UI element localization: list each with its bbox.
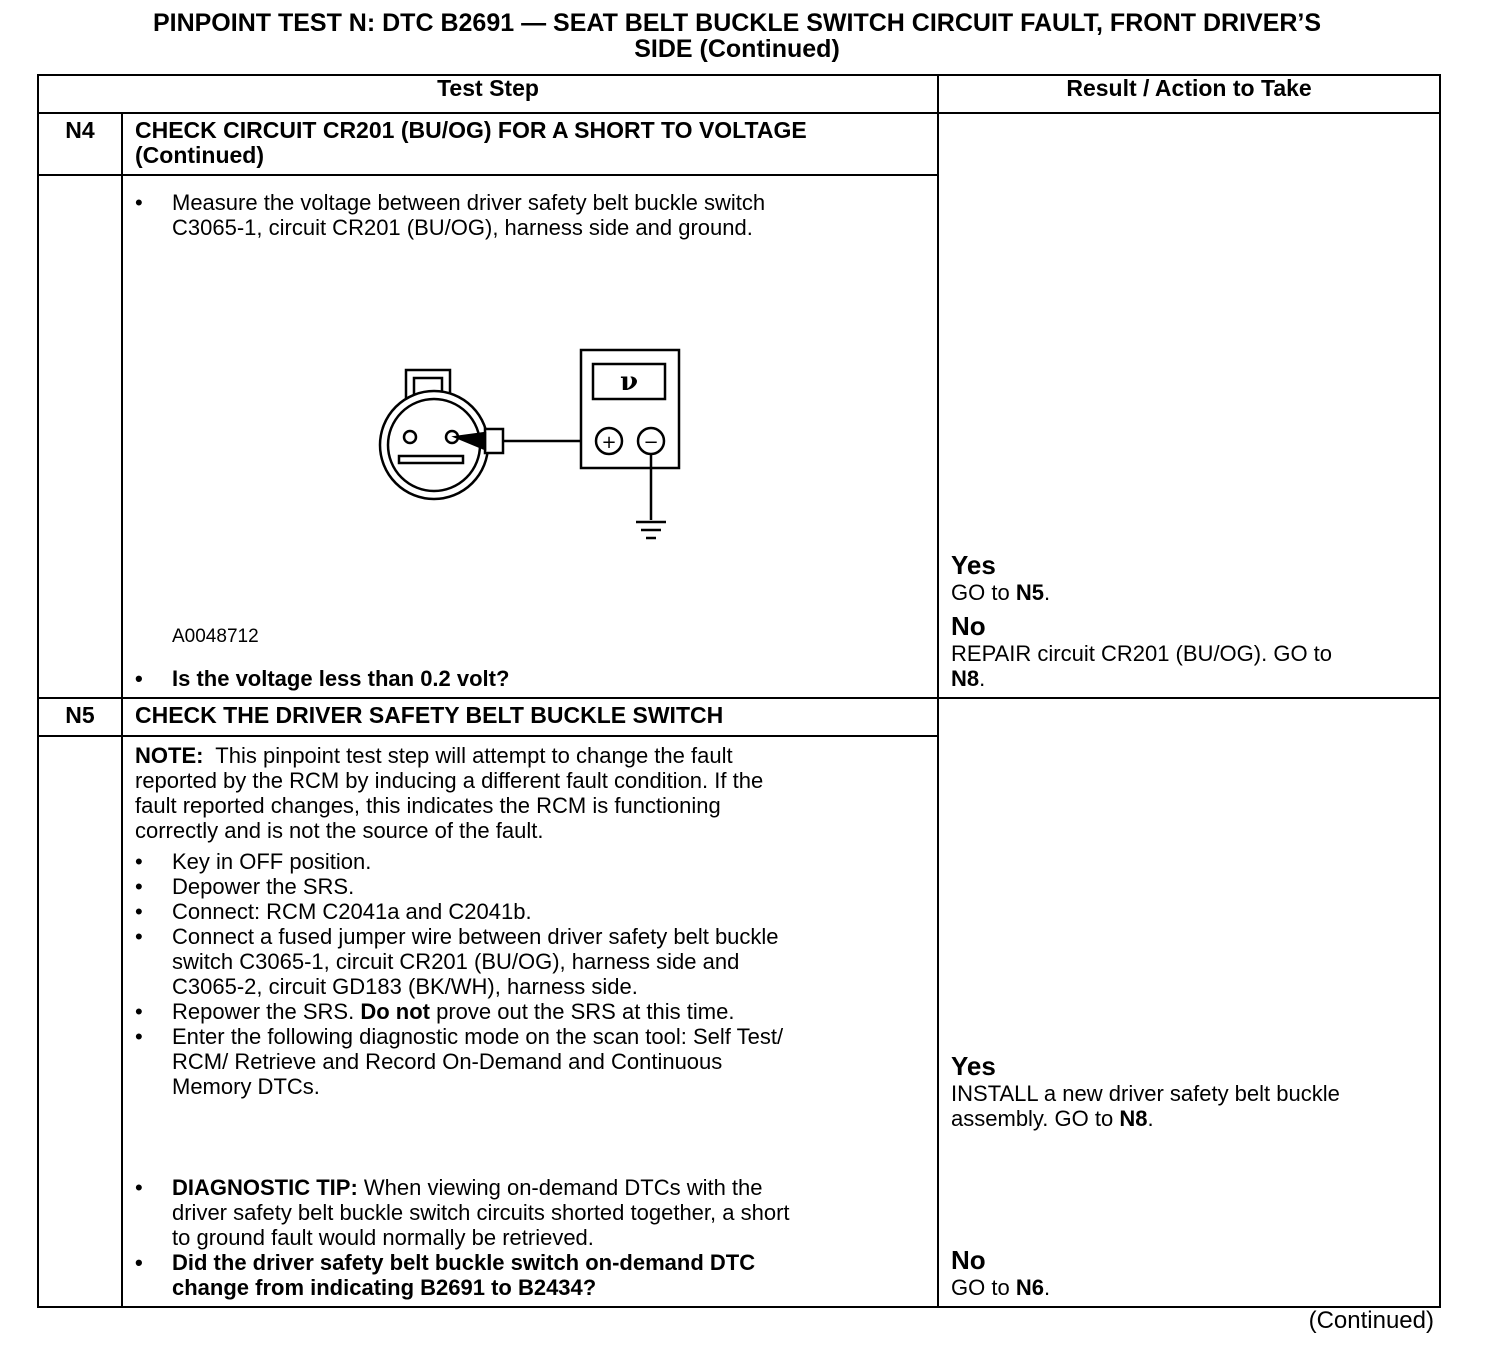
result-n4 [951,550,1427,691]
result-n5-yes [951,1051,1427,1131]
connector-icon [380,370,503,499]
result-cell-n5 [938,698,1440,1307]
n5-bullet-jumper-line1: • Connect a fused jumper wire between driver safety belt buckle [172,924,779,949]
n5-bullets [135,849,925,1099]
n4-bullet-measure-line2: C3065-1, circuit CR201 (BU/OG), harness side and ground. [172,215,753,240]
no-action-n4-line1: REPAIR circuit CR201 (BU/OG). GO to [951,641,1333,666]
yes-action-n5-line2: assembly. GO to N8. [951,1106,1154,1131]
title-line-2: SIDE (Continued) [634,35,840,63]
result-n5-no [951,1245,1427,1300]
n4-bullets [135,190,925,240]
n4-bullet-measure-line1: • Measure the voltage between driver safety belt buckle switch [172,190,766,215]
step-title-n4-line1: CHECK CIRCUIT CR201 (BU/OG) FOR A SHORT TO VOLTAGE [135,117,807,143]
figure-id: A0048712 [172,626,259,647]
page-title [0,10,1474,62]
n5-bullet-jumper-line2: switch C3065-1, circuit CR201 (BU/OG), harness side and [172,949,740,974]
header-test-step: Test Step [38,75,938,113]
no-action-n4-line2: N8. [951,666,986,691]
title-line-1: PINPOINT TEST N: DTC B2691 — SEAT BELT BUCKLE SWITCH CIRCUIT FAULT, FRONT DRIVER’S [152,9,1322,37]
yes-label-n5: Yes [951,1051,996,1081]
n5-tip-list [135,1175,925,1300]
no-text-n5: GO to [951,1275,1016,1300]
meter-symbol: ν [619,367,639,397]
yes-target-n4: N5 [1015,580,1044,605]
step-body-n4 [122,175,938,698]
pinpoint-test-table [37,74,1441,1308]
n5-question-line1: • Did the driver safety belt buckle switch on-demand DTC [172,1250,756,1275]
continued-label: (Continued) [1308,1307,1434,1334]
n5-bullet-repower-bold: Do not [360,999,430,1024]
yes-text-n4: GO to [951,580,1016,605]
n5-bullet-repower-a: Repower the SRS. [172,999,361,1024]
n4-question: • Is the voltage less than 0.2 volt? [135,666,925,691]
n5-tip-line1 [172,1175,925,1200]
n5-tip-line2: driver safety belt buckle switch circuits shorted together, a short [172,1200,790,1225]
n5-bullet-jumper-line3: C3065-2, circuit GD183 (BK/WH), harness side. [172,974,638,999]
n5-bullet-depower: • Depower the SRS. [135,874,925,899]
no-label-n5: No [951,1245,986,1275]
n5-bullet-repower-b: prove out the SRS at this time. [429,999,735,1024]
n5-note-line3: fault reported changes, this indicates the RCM is functioning [135,793,721,818]
yes-text-n5: assembly. GO to [951,1106,1120,1131]
meter-minus: − [643,432,659,453]
n5-question-line2: change from indicating B2691 to B2434? [172,1275,597,1300]
n5-bullet-connect-rcm: • Connect: RCM C2041a and C2041b. [135,899,925,924]
n5-bullet-scan-line1: • Enter the following diagnostic mode on the scan tool: Self Test/ [172,1024,784,1049]
n5-note-line1 [135,743,925,768]
n5-tip-line3: to ground fault would normally be retrieved. [172,1225,594,1250]
step-id-n5: N5 [38,698,122,736]
n5-note-text1: This pinpoint test step will attempt to change the fault [215,743,733,768]
yes-label-n4: Yes [951,550,996,580]
n4-question-list [135,666,925,691]
result-cell-n4 [938,113,1440,698]
n5-note-line2: reported by the RCM by inducing a different fault condition. If the [135,768,764,793]
voltage-measurement-figure [135,240,925,647]
n5-tip-label: DIAGNOSTIC TIP: [172,1175,358,1200]
step-id-n4: N4 [38,113,122,175]
step-id-spacer-n5 [38,736,122,1307]
n5-note [135,743,925,843]
no-target-n5: N6 [1015,1275,1044,1300]
n5-bullet-scan-line3: Memory DTCs. [172,1074,320,1099]
step-title-n4 [122,113,938,175]
yes-target-n5: N8 [1119,1106,1148,1131]
yes-action-n4: GO to N5. [951,580,1051,605]
step-id-spacer-n4 [38,175,122,698]
n5-tip-text1: When viewing on-demand DTCs with the [357,1175,763,1200]
n5-bullet-scan-tool [135,1024,925,1099]
n5-bullet-key-off: • Key in OFF position. [135,849,925,874]
n5-bullet-jumper [135,924,925,999]
step-title-n4-line2: (Continued) [135,142,265,168]
no-label-n4: No [951,611,986,641]
n5-diagnostic-tip [135,1175,925,1250]
n5-note-label: NOTE: [135,743,204,768]
n5-bullet-scan-line2: RCM/ Retrieve and Record On-Demand and Continuous [172,1049,723,1074]
n4-bullet-measure [135,190,925,240]
no-target-n4: N8 [951,666,980,691]
step-body-n5 [122,736,938,1307]
yes-action-n5-line1: INSTALL a new driver safety belt buckle [951,1081,1340,1106]
meter-plus: + [601,432,617,453]
step-title-n5: CHECK THE DRIVER SAFETY BELT BUCKLE SWITCH [122,698,938,736]
no-action-n5: GO to N6. [951,1275,1051,1300]
n5-note-line4: correctly and is not the source of the fault. [135,818,544,843]
header-result-action: Result / Action to Take [938,75,1440,113]
n5-question [135,1250,925,1300]
n5-bullet-repower [135,999,925,1024]
connector-voltmeter-diagram [123,240,939,600]
